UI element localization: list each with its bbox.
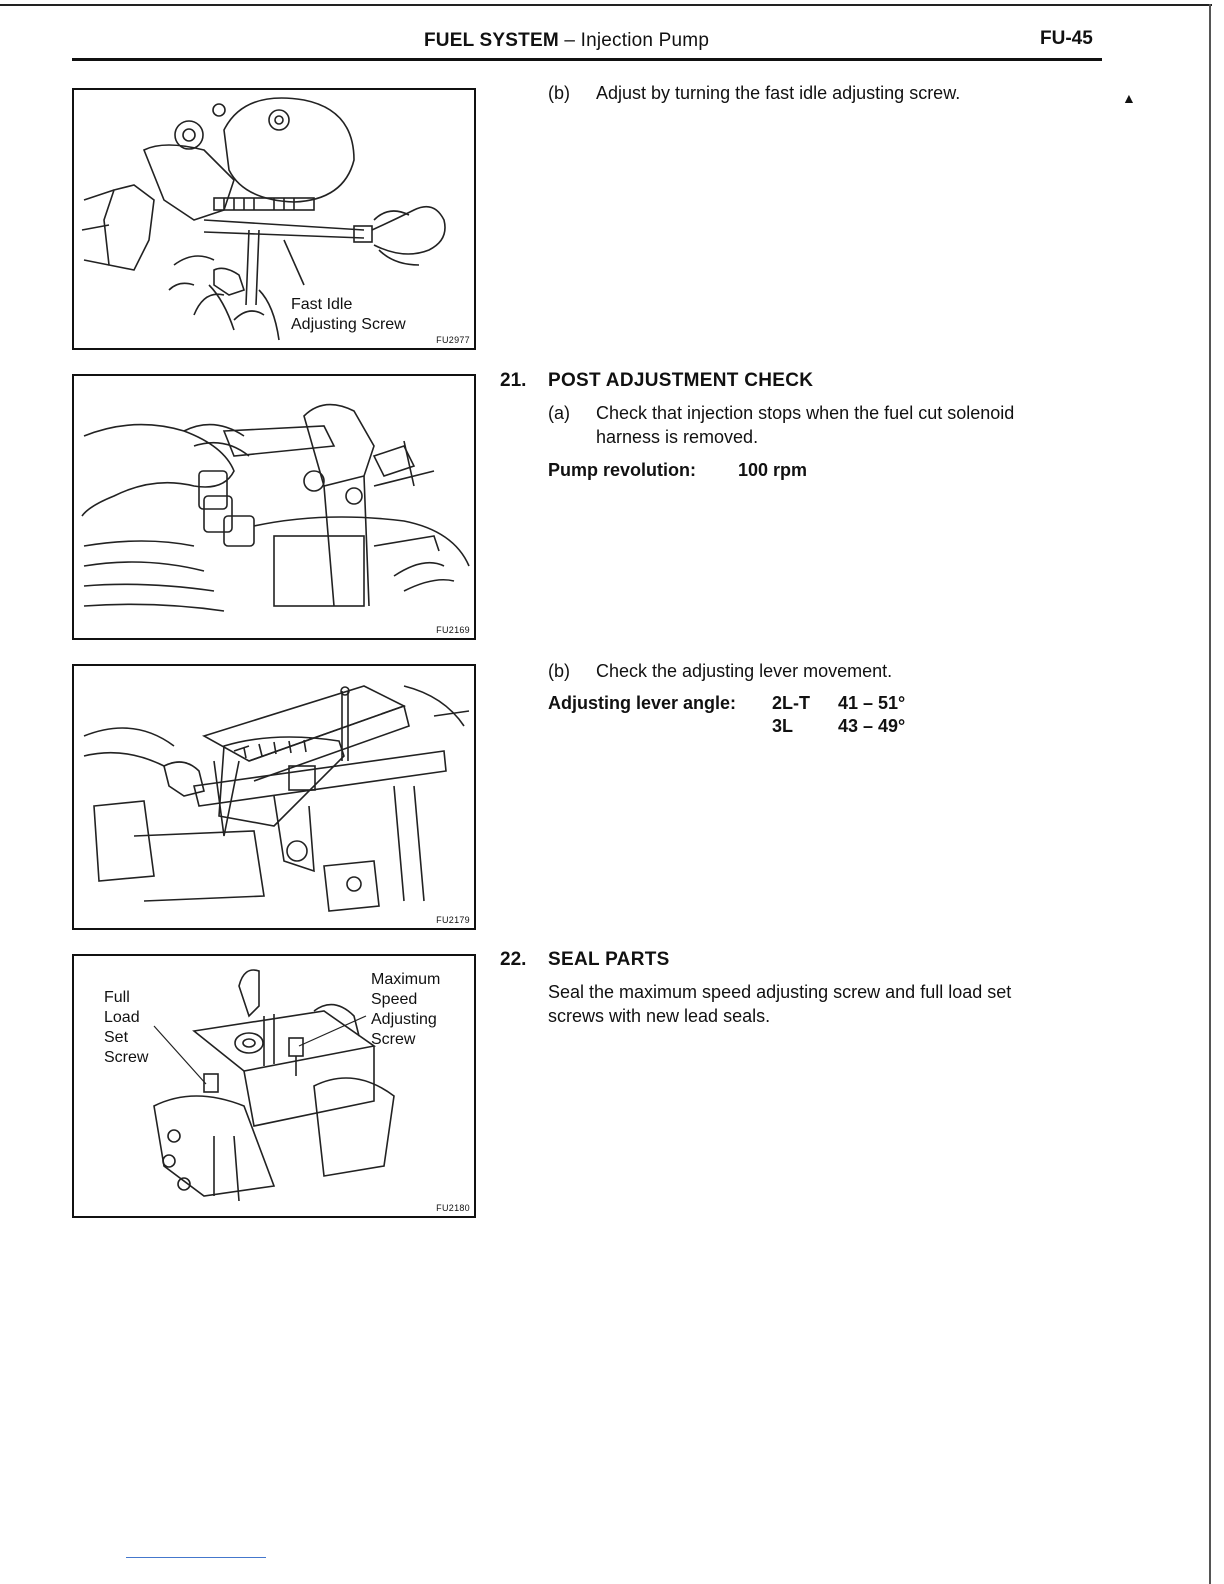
margin-arrow-mark: ▲ bbox=[1122, 90, 1136, 106]
top-rule bbox=[0, 4, 1212, 6]
figure-adjusting-lever-angle bbox=[72, 664, 476, 930]
figure-code: FU2180 bbox=[436, 1203, 470, 1213]
step-20b-text: Adjust by turning the fast idle adjusting screw. bbox=[596, 83, 961, 103]
footer-rule bbox=[126, 1557, 266, 1558]
angle-value-3l: 43 – 49° bbox=[838, 716, 906, 736]
step-22-line2: screws with new lead seals. bbox=[548, 1006, 771, 1026]
figure-label-fast-idle: Fast Idle Adjusting Screw bbox=[291, 296, 406, 333]
figure-code: FU2977 bbox=[436, 335, 470, 345]
step-21-title: POST ADJUSTMENT CHECK bbox=[548, 370, 814, 391]
step-21a-line2: harness is removed. bbox=[596, 427, 759, 447]
figure-fuel-cut-solenoid bbox=[72, 374, 476, 640]
figure-fast-idle-screw bbox=[72, 88, 476, 350]
step-22-number: 22. bbox=[500, 949, 527, 970]
figure-code: FU2169 bbox=[436, 625, 470, 635]
pump-revolution-value: 100 rpm bbox=[738, 460, 808, 480]
header-section: FUEL SYSTEM bbox=[424, 30, 559, 51]
header-subsection: Injection Pump bbox=[580, 30, 710, 51]
adjusting-lever-angle-label: Adjusting lever angle: bbox=[548, 693, 737, 713]
step-21-number: 21. bbox=[500, 370, 527, 391]
step-20b-letter: (b) bbox=[548, 83, 570, 103]
figure-code: FU2179 bbox=[436, 915, 470, 925]
angle-engine-2lt: 2L-T bbox=[772, 693, 810, 713]
page-header bbox=[424, 30, 709, 52]
figure-seal-parts bbox=[72, 954, 476, 1218]
figure-label-full-load-set-screw: Full Load Set Screw bbox=[104, 989, 149, 1066]
adjusting-lever-illustration bbox=[74, 666, 474, 928]
header-separator: – bbox=[564, 30, 576, 51]
pump-revolution-label: Pump revolution: bbox=[548, 460, 696, 480]
page-edge bbox=[1209, 4, 1211, 1584]
page-number: FU-45 bbox=[1040, 28, 1093, 49]
angle-value-2lt: 41 – 51° bbox=[838, 693, 906, 713]
step-22-title: SEAL PARTS bbox=[548, 949, 670, 970]
step-22-line1: Seal the maximum speed adjusting screw and full load set bbox=[548, 982, 1012, 1002]
angle-engine-3l: 3L bbox=[772, 716, 794, 736]
figure-label-maximum-speed-screw: Maximum Speed Adjusting Screw bbox=[371, 971, 441, 1048]
header-rule bbox=[72, 58, 1102, 61]
step-21b-text: Check the adjusting lever movement. bbox=[596, 661, 893, 681]
step-21a-letter: (a) bbox=[548, 403, 570, 423]
fuel-cut-solenoid-illustration bbox=[74, 376, 474, 638]
fast-idle-illustration bbox=[74, 90, 474, 348]
step-21b-letter: (b) bbox=[548, 661, 570, 681]
step-21a-line1: Check that injection stops when the fuel cut solenoid bbox=[596, 403, 1015, 423]
